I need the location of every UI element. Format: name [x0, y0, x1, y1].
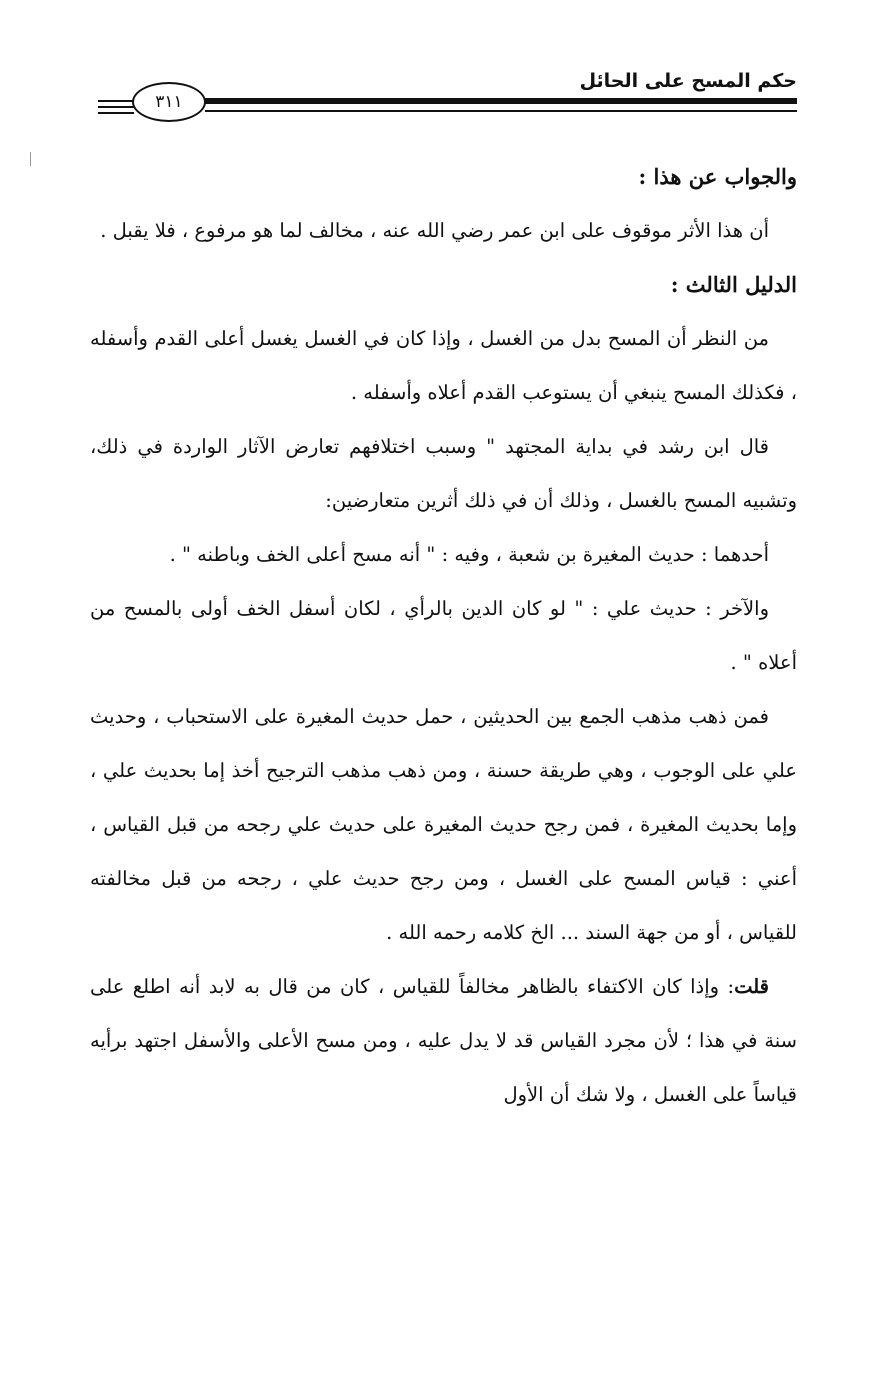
header-rule-left [98, 100, 134, 102]
paragraph: أحدهما : حديث المغيرة بن شعبة ، وفيه : " أنه مسح أعلى الخف وباطنه " . [169, 543, 769, 566]
header-rule-left [98, 112, 134, 114]
paragraph: والآخر : حديث علي : " لو كان الدين بالرأي ، لكان أسفل الخف أولى بالمسح من أعلاه " . [90, 597, 797, 674]
paragraph: فمن ذهب مذهب الجمع بين الحديثين ، حمل حديث المغيرة على الاستحباب ، وحديث علي على الوجوب ، وهي طريقة حسنة ، ومن ذهب مذهب الترجيح أخذ إما بحديث علي ، وإما بحديث المغيرة ، فمن رجح حديث المغيرة على حديث علي رجحه من قبل القياس ، أعني : قياس المسح على الغسل ، ومن رجح حديث علي ، رجحه من قبل مخالفته للقياس ، أو من جهة السند ... الخ كلامه رحمه الله . [90, 705, 797, 944]
paragraph: أن هذا الأثر موقوف على ابن عمر رضي الله عنه ، مخالف لما هو مرفوع ، فلا يقبل . [100, 219, 769, 242]
header-rule-thin [205, 110, 797, 112]
section-heading: والجواب عن هذا : [638, 164, 797, 189]
header-rule-left [98, 106, 134, 108]
page-header [0, 0, 873, 140]
paragraph-text: : وإذا كان الاكتفاء بالظاهر مخالفاً للقياس ، كان من قال به لابد أنه اطلع على سنة في هذا ؛ لأن مجرد القياس قد لا يدل عليه ، ومن مسح الأعلى والأسفل اجتهد برأيه قياساً على الغسل ، ولا شك أن الأول [90, 975, 797, 1106]
paragraph [90, 960, 797, 1122]
page-body [90, 150, 797, 1122]
running-title: حكم المسح على الحائل [579, 70, 797, 92]
paragraph-lead: قلت [734, 975, 769, 998]
paragraph: قال ابن رشد في بداية المجتهد " وسبب اختلافهم تعارض الآثار الواردة في ذلك، وتشبيه المسح بالغسل ، وذلك أن في ذلك أثرين متعارضين: [90, 435, 797, 512]
page-number: ٣١١ [132, 82, 206, 122]
margin-mark [30, 152, 31, 166]
header-rule-thick [205, 98, 797, 104]
paragraph: من النظر أن المسح بدل من الغسل ، وإذا كان في الغسل يغسل أعلى القدم وأسفله ، فكذلك المسح ينبغي أن يستوعب القدم أعلاه وأسفله . [90, 327, 797, 404]
section-heading: الدليل الثالث : [670, 272, 797, 297]
